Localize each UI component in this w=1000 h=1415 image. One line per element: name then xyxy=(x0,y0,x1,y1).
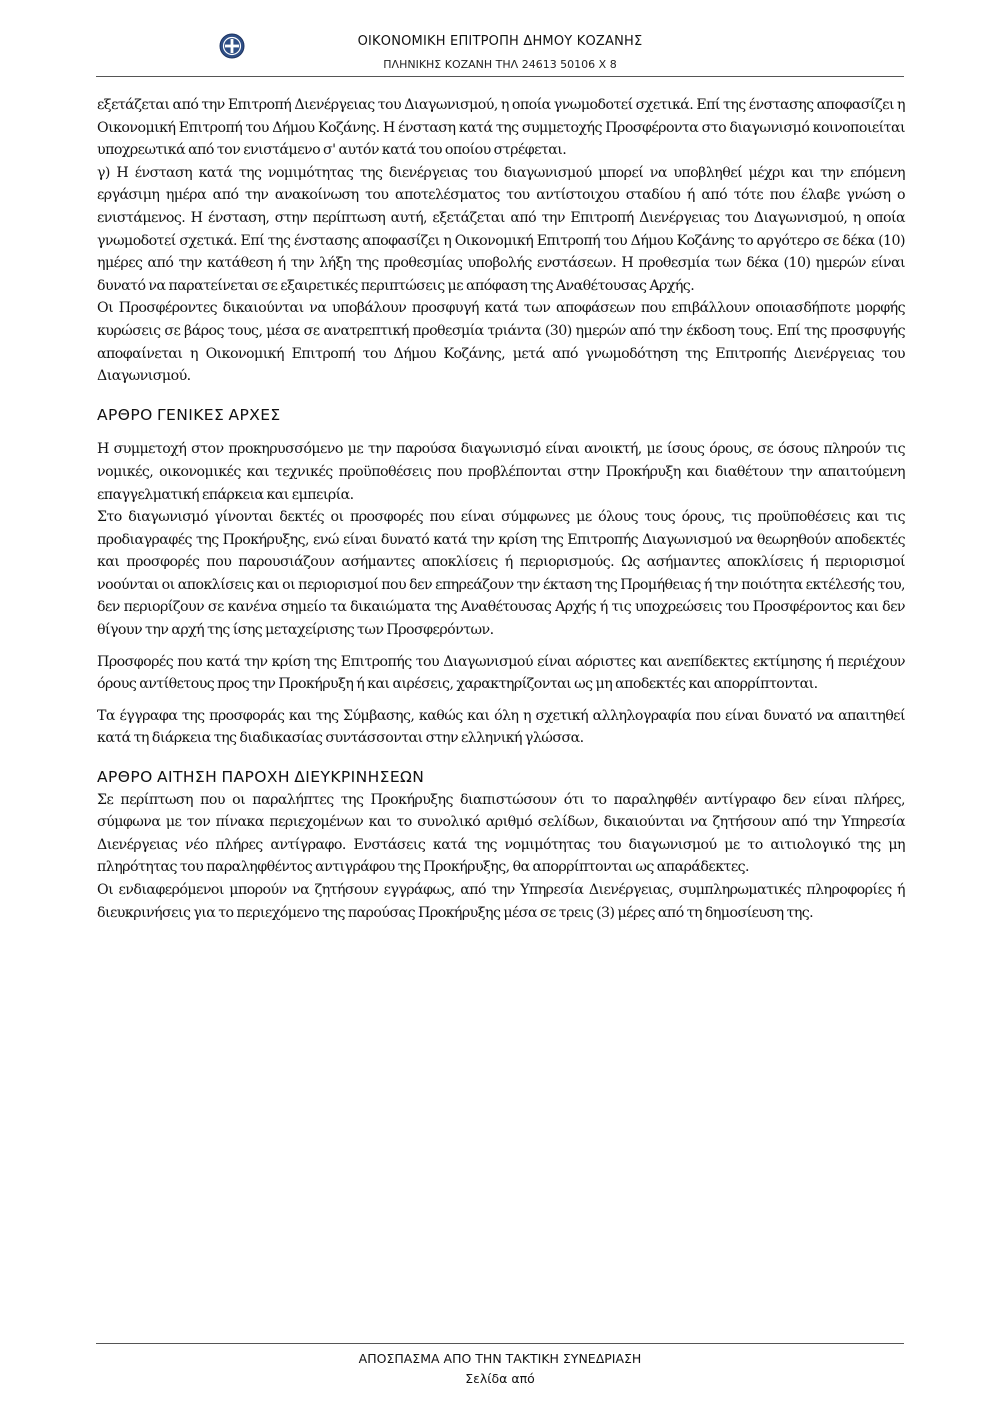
paragraph: εξετάζεται από την Επιτροπή Διενέργειας του Διαγωνισμού, η οποία γνωμοδοτεί σχετικά. Επί της ένστασης αποφασίζει η Οικονομική Επιτροπή του Δήμου Κοζάνης. Η ένσταση κατά της συμμετοχής Προσφέροντα στο διαγωνισμό κοινοποιείται υποχρεωτικά από τον ενιστάμενο σ' αυτόν κατά του οποίου στρέφεται. xyxy=(97,97,905,159)
section-heading-clarifications: ΑΡΘΡΟ ΑΙΤΗΣΗ ΠΑΡΟΧΗ ΔΙΕΥΚΡΙΝΗΣΕΩΝ xyxy=(97,768,425,787)
footer-line-1: ΑΠΟΣΠΑΣΜΑ ΑΠΟ ΤΗΝ ΤΑΚΤΙΚΗ ΣΥΝΕΔΡΙΑΣΗ xyxy=(358,1351,642,1366)
paragraph: Οι Προσφέροντες δικαιούνται να υποβάλουν προσφυγή κατά των αποφάσεων που επιβάλλουν οποιασδήποτε μορφής κυρώσεις σε βάρος τους, μέσα σε ανατρεπτική προθεσμία τριάντα (30) ημερών από την έκδοση τους. Επί της προσφυγής αποφαίνεται η Οικονομική Επιτροπή του Δήμου Κοζάνης, μετά από γνωμοδότηση της Επιτροπής Διενέργειας του Διαγωνισμού. xyxy=(97,300,905,385)
paragraph: Στο διαγωνισμό γίνονται δεκτές οι προσφορές που είναι σύμφωνες με όλους τους όρους, τις προϋποθέσεις και τις προδιαγραφές της Προκήρυξης, ενώ είναι δυνατό κατά την κρίση της Επιτροπής Διαγωνισμού να θεωρηθούν αποδεκτές και προσφορές που παρουσιάζουν ασήμαντες αποκλίσεις ή περιορισμούς. Ως ασήμαντες αποκλίσεις ή περιορισμοί νοούνται οι αποκλίσεις και οι περιορισμοί που δεν επηρεάζουν την έκταση της Προμήθειας ή την ποιότητα εκτέλεσής του, δεν περιορίζουν σε κανένα σημείο τα δικαιώματα της Αναθέτουσας Αρχής ή τις υποχρεώσεις του Προσφέροντος και δεν θίγουν την αρχή της ίσης μεταχείρισης των Προσφερόντων. xyxy=(97,509,905,639)
paragraph: Σε περίπτωση που οι παραλήπτες της Προκήρυξης διαπιστώσουν ότι το παραληφθέν αντίγραφο δεν είναι πλήρες, σύμφωνα με τον πίνακα περιεχομένων και το συνολικό αριθμό σελίδων, δικαιούνται να ζητήσουν από την Υπηρεσία Διενέργειας νέο πλήρες αντίγραφο. Ενστάσεις κατά της νομιμότητας του διαγωνισμού με το αιτιολογικό της μη πληρότητας του παραληφθέντος αντιγράφου της Προκήρυξης, θα απορρίπτονται ως απαράδεκτες. xyxy=(97,791,905,876)
document-body xyxy=(97,94,905,924)
paragraph: Οι ενδιαφερόμενοι μπορούν να ζητήσουν εγγράφως, από την Υπηρεσία Διενέργειας, συμπληρωματικές πληροφορίες ή διευκρινήσεις για το περιεχόμενο της παρούσας Προκήρυξης μέσα σε τρεις (3) μέρες από τη δημοσίευση της. xyxy=(97,882,905,921)
footer-divider xyxy=(96,1343,904,1344)
section-title: ΓΕΝΙΚΕΣ ΑΡΧΕΣ xyxy=(157,405,281,424)
page-number: Σελίδα από xyxy=(465,1371,535,1386)
header-divider xyxy=(96,76,904,77)
paragraph: Τα έγγραφα της προσφοράς και της Σύμβασης, καθώς και όλη η σχετική αλληλογραφία που είναι δυνατό να απαιτηθεί κατά τη διάρκεια της διαδικασίας συντάσσονται στην ελληνική γλώσσα. xyxy=(97,707,905,747)
page-footer xyxy=(0,1349,1000,1389)
header-subtitle: ΠΛΗΝΙΚΗΣ ΚΟΖΑΝΗ ΤΗΛ 24613 50106 Χ 8 xyxy=(383,58,617,71)
paragraph: Προσφορές που κατά την κρίση της Επιτροπής του Διαγωνισμού είναι αόριστες και ανεπίδεκτες εκτίμησης ή περιέχουν όρους αντίθετους προς την Προκήρυξη ή και αιρέσεις, χαρακτηρίζονται ως μη αποδεκτές και απορρίπτονται. xyxy=(97,653,905,693)
header-title: ΟΙΚΟΝΟΜΙΚΗ ΕΠΙΤΡΟΠΗ ΔΗΜΟΥ ΚΟΖΑΝΗΣ xyxy=(357,34,643,49)
section-number: ΑΡΘΡΟ xyxy=(97,405,153,424)
section-heading-genikes xyxy=(97,404,905,427)
paragraph: γ) Η ένσταση κατά της νομιμότητας της διενέργειας του διαγωνισμού μπορεί να υποβληθεί μέχρι και την επόμενη εργάσιμη ημέρα από την ανακοίνωση του αποτελέσματος του αντίστοιχου σταδίου ή από τότε που έλαβε γνώση ο ενιστάμενος. Η ένσταση, στην περίπτωση αυτή, εξετάζεται από την Επιτροπή Διενέργειας του Διαγωνισμού, η οποία γνωμοδοτεί σχετικά. Επί της ένστασης αποφασίζει η Οικονομική Επιτροπή του Δήμου Κοζάνης το αργότερο σε δέκα (10) ημέρες από την κατάθεση ή την λήξη της προθεσμίας υποβολής ενστάσεων. Η προθεσμία των δέκα (10) ημερών είναι δυνατό να παρατείνεται σε εξαιρετικές περιπτώσεις με απόφαση της Αναθέτουσας Αρχής. xyxy=(97,164,905,294)
paragraph: Η συμμετοχή στον προκηρυσσόμενο με την παρούσα διαγωνισμό είναι ανοικτή, με ίσους όρους, σε όσους πληρούν τις νομικές, οικονομικές και τεχνικές προϋποθέσεις που προβλέπονται στην Προκήρυξη και διαθέτουν την απαιτούμενη επαγγελματική επάρκεια και εμπειρία. xyxy=(97,441,905,503)
